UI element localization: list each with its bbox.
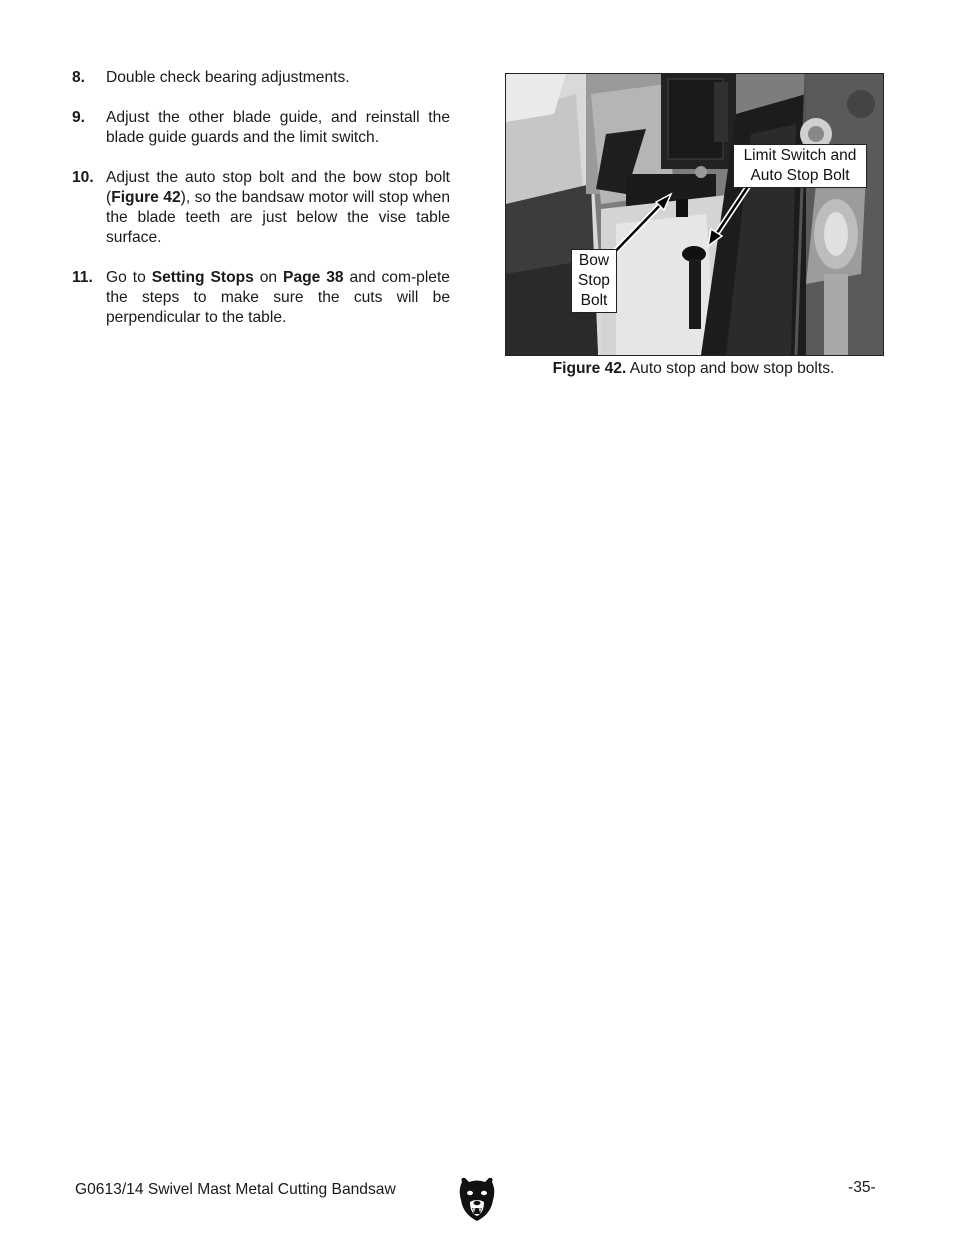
figure-42-photo [505,73,884,356]
step-11 [72,268,450,328]
page-number: -35- [848,1179,876,1196]
callout-bow-stop-bolt: Bow Stop Bolt [571,249,617,313]
step-text: Adjust the auto stop bolt and the bow stop bolt (Figure 42), so the bandsaw motor will stop when the blade teeth are just below the vise table surface. [106,169,450,246]
step-text: Double check bearing adjustments. [106,69,350,86]
step-number: 9. [72,109,86,126]
callout-limit-switch: Limit Switch and Auto Stop Bolt [733,144,867,188]
step-text: Adjust the other blade guide, and reinstall the blade guide guards and the limit switch. [106,109,450,146]
instruction-steps [72,68,450,348]
bandsaw-photo-illustration [506,74,883,355]
section-reference: Setting Stops [151,269,254,286]
step-number: 11. [72,269,93,286]
page-reference: Page 38 [283,269,344,286]
figure-label: Figure 42. [552,360,627,377]
step-9 [72,108,450,148]
figure-reference: Figure 42 [111,189,181,206]
step-8 [72,68,450,88]
bear-head-logo-icon [458,1176,496,1222]
manual-title: G0613/14 Swivel Mast Metal Cutting Bandsaw [75,1181,396,1198]
step-number: 8. [72,69,86,86]
step-text: Go to Setting Stops on Page 38 and com-plete the steps to make sure the cuts will be perpendicular to the table. [106,269,450,326]
step-10 [72,168,450,248]
step-number: 10. [72,169,94,186]
figure-caption-text: Auto stop and bow stop bolts. [626,360,835,377]
figure-caption [505,360,882,378]
